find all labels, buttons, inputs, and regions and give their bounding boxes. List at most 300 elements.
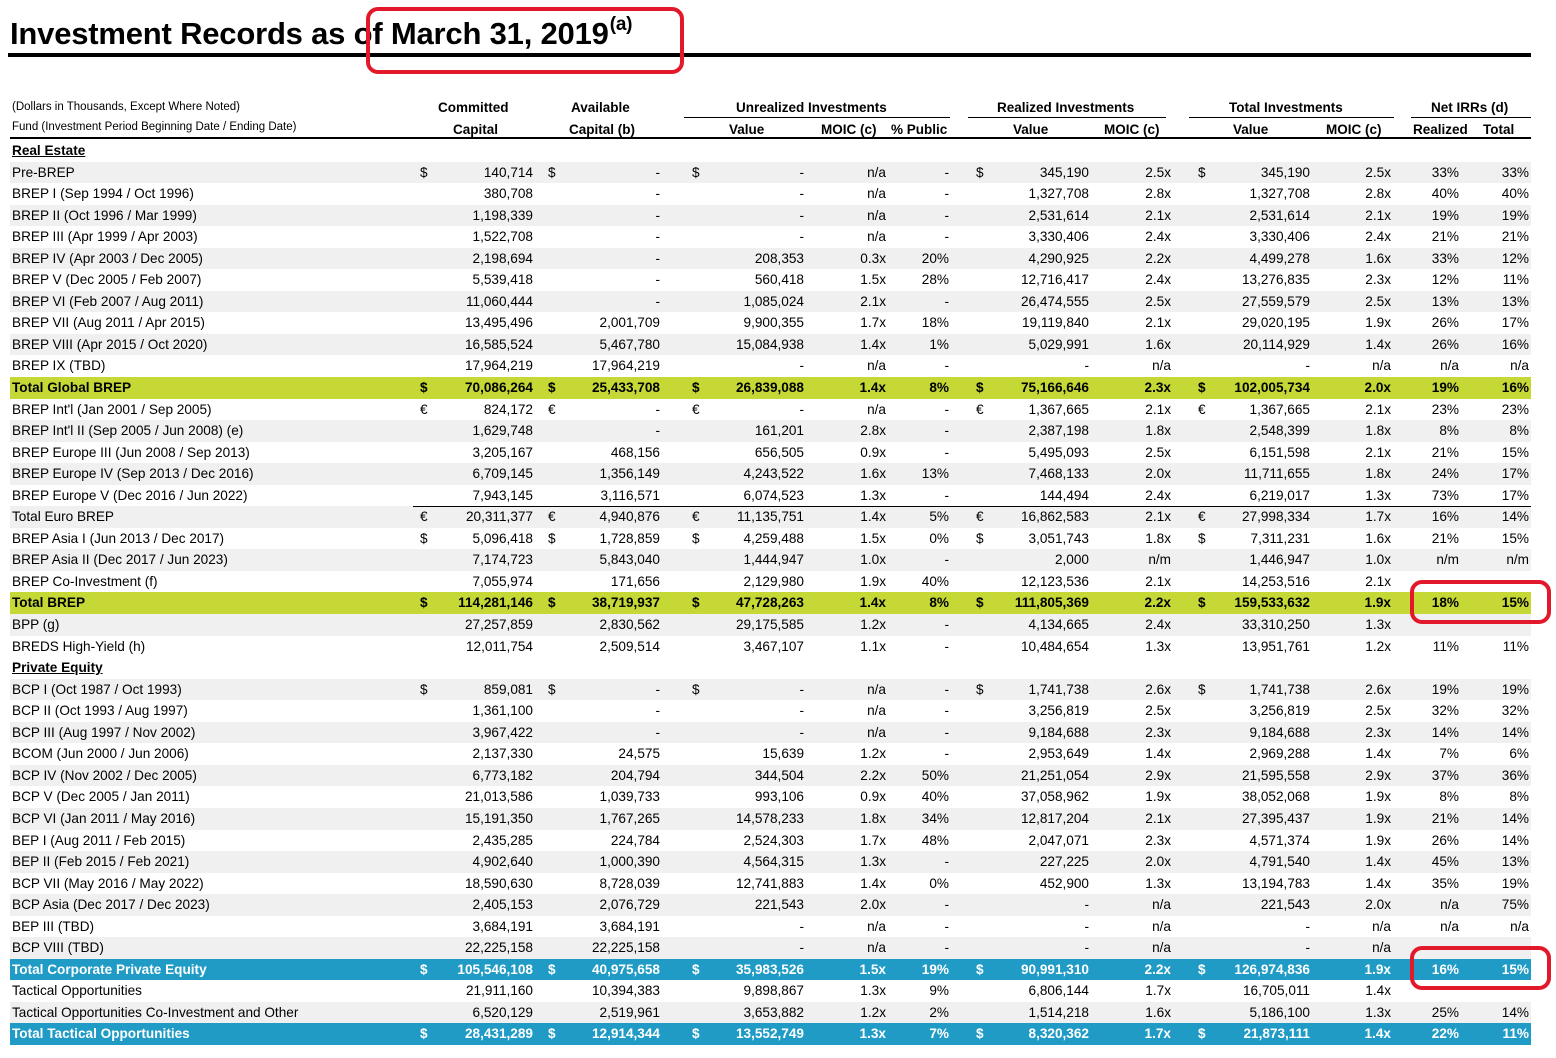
cell-tot-moic: 1.9x [1365,810,1391,826]
cell-irr-real: 32% [1431,703,1459,719]
title-footnote: (a) [609,14,633,35]
cell-tot-moic: 2.3x [1365,724,1391,740]
cell-real-value: 3,330,406 [1028,229,1089,245]
cell-avail: 25,433,708 [591,380,660,396]
cell-irr-tot: 19% [1501,875,1529,891]
cell-pct-public: - [944,681,949,697]
cell-unr-value: 1,444,947 [743,552,804,568]
cell-unr-moic: 1.7x [860,315,886,331]
cell-unr-moic: 1.3x [859,1026,886,1042]
cell-committed: 5,539,418 [472,272,533,288]
cell-tot-moic: 2.6x [1365,681,1391,697]
cell-pct-public: - [944,401,949,417]
table-row [10,700,1531,722]
cell-real-moic: n/a [1152,358,1171,374]
cell-pct-public: 28% [921,272,949,288]
cell-irr-real: 73% [1431,487,1459,503]
cell-committed: 6,520,129 [472,1004,533,1020]
group-realized: Realized Investments [997,100,1135,115]
cell-avail: 1,767,265 [599,810,660,826]
cell-real-value: 12,123,536 [1020,573,1089,589]
row-label: BREP Int'l II (Sep 2005 / Jun 2008) (e) [12,423,244,439]
cell-irr-real: 26% [1431,315,1459,331]
cell-tot-moic: 2.1x [1365,573,1391,589]
cell-pct-public: - [944,940,949,956]
cell-avail: - [655,272,660,288]
cell-tot-moic: 1.6x [1365,530,1391,546]
cell-unr-value: 2,129,980 [743,573,804,589]
row-label: BCP V (Dec 2005 / Jan 2011) [12,789,190,805]
row-label: BEP I (Aug 2011 / Feb 2015) [12,832,186,848]
cell-irr-real: 40% [1431,186,1459,202]
currency-symbol: € [692,401,700,417]
cell-real-moic: 2.2x [1144,595,1171,611]
cell-irr-real: 18% [1431,595,1459,611]
cell-real-moic: 2.6x [1145,681,1171,697]
cell-real-value: 2,953,649 [1028,746,1089,762]
row-label: Private Equity [12,660,103,676]
cell-unr-moic: 1.9x [860,573,886,589]
cell-tot-value: 33,310,250 [1241,617,1310,633]
cell-real-value: 2,531,614 [1028,207,1089,223]
cell-real-moic: 1.8x [1145,423,1171,439]
row-label: BREP Co-Investment (f) [12,573,158,589]
cell-irr-tot: 17% [1501,315,1529,331]
cell-avail: 5,467,780 [599,336,660,352]
cell-avail: - [655,293,660,309]
cell-unr-value: 13,552,749 [735,1026,804,1042]
table-row [10,830,1531,852]
cell-committed: 3,967,422 [472,724,533,740]
table-row [10,248,1531,270]
currency-symbol: $ [1198,530,1206,546]
cell-pct-public: - [944,423,949,439]
row-label: BCP I (Oct 1987 / Oct 1993) [12,681,182,697]
cell-tot-moic: 1.7x [1365,509,1391,525]
cell-irr-real: 8% [1439,789,1459,805]
cell-tot-value: 4,571,374 [1249,832,1310,848]
cell-tot-moic: 1.3x [1365,617,1391,633]
cell-real-value: 26,474,555 [1020,293,1089,309]
cell-real-moic: 1.3x [1145,875,1171,891]
cell-real-moic: 1.6x [1145,336,1171,352]
cell-unr-value: 6,074,523 [743,487,804,503]
cell-unr-moic: 1.3x [860,983,886,999]
table-row [10,980,1531,1002]
cell-real-value: 345,190 [1039,164,1089,180]
cell-irr-tot: 11% [1502,1026,1529,1042]
cell-tot-moic: 2.5x [1365,164,1391,180]
currency-symbol: $ [548,530,556,546]
currency-symbol: $ [692,1026,700,1042]
cell-irr-real: 22% [1431,1026,1459,1042]
cell-tot-value: 1,741,738 [1249,681,1310,697]
cell-real-moic: n/a [1152,940,1171,956]
currency-symbol: $ [1198,380,1206,396]
currency-symbol: $ [548,1026,556,1042]
cell-unr-moic: 1.5x [860,530,886,546]
cell-unr-value: - [799,401,804,417]
cell-unr-value: 9,900,355 [743,315,804,331]
group-unrealized-rule [684,117,950,118]
cell-real-value: 1,367,665 [1028,401,1089,417]
cell-irr-tot: 15% [1501,595,1529,611]
cell-unr-moic: 1.3x [860,854,886,870]
cell-real-moic: 2.1x [1145,207,1171,223]
col-unr-moic: MOIC (c) [821,122,877,137]
cell-real-value: 3,051,743 [1028,530,1089,546]
cell-tot-value: 11,711,655 [1243,466,1310,482]
cell-avail: 10,394,383 [591,983,660,999]
cell-unr-moic: 1.4x [860,336,886,352]
cell-irr-tot: 32% [1501,703,1529,719]
cell-irr-tot: 16% [1501,336,1529,352]
table-row [10,485,1531,507]
table-row [10,269,1531,291]
cell-tot-moic: 2.1x [1365,444,1391,460]
cell-pct-public: - [944,703,949,719]
cell-unr-value: 12,741,883 [735,875,804,891]
cell-irr-real: 21% [1431,530,1459,546]
cell-irr-tot: n/m [1506,552,1529,568]
currency-symbol: € [976,401,984,417]
cell-unr-value: 4,259,488 [743,530,804,546]
cell-real-moic: 2.5x [1145,444,1171,460]
cell-committed: 1,522,708 [472,229,533,245]
cell-real-value: 21,251,054 [1020,767,1089,783]
row-label: Total BREP [12,595,86,611]
cell-real-value: 12,817,204 [1020,810,1089,826]
row-label: BREP Europe III (Jun 2008 / Sep 2013) [12,444,250,460]
group-irr-rule [1411,117,1531,118]
cell-real-moic: 1.4x [1145,746,1171,762]
cell-real-moic: 2.2x [1145,250,1171,266]
cell-avail: - [655,724,660,740]
cell-tot-moic: 2.5x [1365,293,1391,309]
cell-unr-moic: 1.2x [860,617,886,633]
cell-unr-value: 3,653,882 [743,1004,804,1020]
cell-real-value: 111,805,369 [1014,595,1089,611]
cell-pct-public: 18% [921,315,949,331]
cell-irr-real: n/a [1440,358,1459,374]
cell-committed: 2,435,285 [472,832,533,848]
cell-committed: 1,198,339 [472,207,533,223]
cell-avail: 224,784 [610,832,660,848]
cell-unr-moic: n/a [867,186,886,202]
cell-pct-public: - [944,897,949,913]
cell-real-value: 4,290,925 [1028,250,1089,266]
cell-unr-moic: n/a [867,207,886,223]
currency-symbol: $ [976,961,984,977]
cell-irr-tot: 13% [1501,854,1529,870]
cell-real-moic: 2.4x [1145,617,1171,633]
group-unrealized: Unrealized Investments [736,100,887,115]
group-irr: Net IRRs (d) [1431,100,1509,115]
cell-avail: 1,000,390 [599,854,660,870]
cell-committed: 28,431,289 [464,1026,533,1042]
cell-real-value: 37,058,962 [1020,789,1089,805]
cell-committed: 7,174,723 [472,552,533,568]
title-rule [8,53,1531,57]
table-row [10,592,1531,614]
currency-symbol: $ [548,961,556,977]
cell-pct-public: 34% [921,810,949,826]
currency-symbol: € [420,401,428,417]
cell-real-moic: 2.9x [1145,767,1171,783]
currency-symbol: $ [548,681,556,697]
cell-real-moic: 2.3x [1144,380,1171,396]
cell-irr-tot: 40% [1501,186,1529,202]
cell-irr-real: 25% [1431,1004,1459,1020]
currency-symbol: $ [1198,164,1206,180]
table-row [10,549,1531,571]
currency-symbol: $ [420,681,428,697]
cell-avail: 1,356,149 [599,466,660,482]
section-header [10,140,1531,162]
cell-real-moic: 1.8x [1145,530,1171,546]
cell-tot-moic: 2.1x [1365,207,1391,223]
table-row [10,205,1531,227]
cell-unr-value: 1,085,024 [743,293,804,309]
cell-tot-moic: 2.1x [1365,401,1391,417]
cell-unr-value: - [799,940,804,956]
cell-unr-moic: n/a [867,164,886,180]
cell-committed: 2,405,153 [472,897,533,913]
cell-unr-value: 560,418 [754,272,804,288]
currency-symbol: $ [420,595,428,611]
cell-irr-real: 19% [1431,380,1459,396]
cell-real-moic: 1.7x [1144,1026,1171,1042]
currency-symbol: $ [692,380,700,396]
cell-tot-value: 345,190 [1260,164,1310,180]
cell-pct-public: - [944,207,949,223]
cell-real-value: 7,468,133 [1028,466,1089,482]
cell-pct-public: - [944,229,949,245]
cell-tot-value: 21,873,111 [1243,1026,1310,1042]
cell-tot-moic: 1.8x [1365,466,1391,482]
col-real-value: Value [1013,122,1049,137]
cell-tot-moic: 2.3x [1365,272,1391,288]
cell-real-value: 9,184,688 [1028,724,1089,740]
currency-symbol: $ [692,164,700,180]
col-real-moic: MOIC (c) [1104,122,1160,137]
table-row [10,894,1531,916]
cell-irr-real: 45% [1431,854,1459,870]
col-available-2: Capital (b) [569,122,635,137]
cell-committed: 6,773,182 [472,767,533,783]
cell-real-moic: 2.1x [1145,573,1171,589]
cell-irr-real: 21% [1431,229,1459,245]
cell-tot-value: 1,367,665 [1249,401,1310,417]
cell-committed: 17,964,219 [464,358,533,374]
cell-irr-real: 35% [1431,875,1459,891]
cell-unr-moic: n/a [867,724,886,740]
table-row [10,334,1531,356]
cell-irr-real: 33% [1431,164,1459,180]
cell-tot-moic: 1.9x [1364,961,1391,977]
cell-irr-real: 13% [1431,293,1459,309]
cell-real-value: - [1084,940,1089,956]
currency-symbol: € [548,401,556,417]
cell-committed: 4,902,640 [472,854,533,870]
cell-irr-real: 37% [1431,767,1459,783]
col-pct-public: % Public [891,122,948,137]
cell-committed: 11,060,444 [465,293,533,309]
cell-irr-tot: 8% [1509,423,1529,439]
cell-irr-real: 16% [1431,509,1459,525]
cell-tot-value: 126,974,836 [1234,961,1310,977]
cell-avail: - [655,207,660,223]
col-tot-value: Value [1233,122,1269,137]
cell-unr-value: 47,728,263 [735,595,804,611]
cell-unr-value: 344,504 [754,767,804,783]
cell-real-moic: n/m [1148,552,1171,568]
cell-irr-tot: 19% [1501,681,1529,697]
cell-irr-real: 26% [1431,336,1459,352]
cell-tot-moic: 2.0x [1364,380,1391,396]
cell-tot-value: 27,395,437 [1241,810,1310,826]
cell-avail: 22,225,158 [591,940,660,956]
cell-tot-moic: 2.9x [1365,767,1391,783]
currency-symbol: $ [692,681,700,697]
fund-note: Fund (Investment Period Beginning Date / Ending Date) [12,121,297,133]
cell-unr-value: 161,201 [754,423,804,439]
cell-real-value: 16,862,583 [1020,509,1089,525]
investment-table-body [10,140,1531,1045]
cell-committed: 15,191,350 [464,810,533,826]
cell-irr-tot: 15% [1501,444,1529,460]
cell-committed: 2,198,694 [472,250,533,266]
cell-unr-value: 29,175,585 [735,617,804,633]
cell-unr-value: - [799,229,804,245]
row-label: Tactical Opportunities [12,983,142,999]
currency-symbol: $ [420,380,428,396]
table-row [10,528,1531,550]
cell-real-value: 5,495,093 [1028,444,1089,460]
row-label: BREP Europe V (Dec 2016 / Jun 2022) [12,487,248,503]
cell-unr-value: 9,898,867 [743,983,804,999]
cell-committed: 70,086,264 [464,380,533,396]
cell-tot-value: 13,951,761 [1241,638,1310,654]
table-row [10,355,1531,377]
cell-tot-value: 29,020,195 [1241,315,1310,331]
cell-irr-tot: 17% [1501,466,1529,482]
cell-unr-moic: 1.6x [860,466,886,482]
cell-pct-public: - [944,724,949,740]
section-header [10,657,1531,679]
cell-real-value: 144,494 [1039,487,1089,503]
row-label: Real Estate [12,143,86,158]
cell-unr-value: - [799,207,804,223]
cell-unr-value: 993,106 [754,789,804,805]
cell-tot-value: - [1305,358,1310,374]
cell-pct-public: - [944,293,949,309]
cell-unr-moic: 1.5x [860,272,886,288]
cell-tot-value: 6,219,017 [1249,487,1310,503]
cell-tot-moic: 2.0x [1365,897,1391,913]
cell-real-value: 3,256,819 [1028,703,1089,719]
currency-symbol: € [1198,401,1206,417]
col-available-1: Available [571,100,630,115]
row-label: Total Global BREP [12,380,132,396]
col-unr-value: Value [729,122,765,137]
row-label: Pre-BREP [12,164,75,180]
cell-tot-moic: 1.4x [1365,336,1391,352]
cell-pct-public: 20% [921,250,949,266]
currency-symbol: $ [1198,595,1206,611]
cell-real-value: 75,166,646 [1020,380,1089,396]
cell-tot-moic: 2.8x [1365,186,1391,202]
cell-tot-value: 16,705,011 [1242,983,1310,999]
cell-real-moic: 2.3x [1145,724,1171,740]
cell-pct-public: 50% [921,767,949,783]
cell-committed: 21,013,586 [464,789,533,805]
cell-avail: - [655,703,660,719]
cell-irr-real: 23% [1431,401,1459,417]
cell-tot-value: 159,533,632 [1234,595,1310,611]
row-label: Total Tactical Opportunities [12,1026,190,1042]
cell-committed: 824,172 [483,401,533,417]
cell-real-moic: 2.4x [1145,229,1171,245]
cell-real-moic: n/a [1152,897,1171,913]
cell-real-value: 1,327,708 [1028,186,1089,202]
cell-irr-tot: 8% [1509,789,1529,805]
currency-symbol: € [1198,509,1206,525]
col-committed-2: Capital [453,122,499,137]
table-row [10,851,1531,873]
row-label: BREP Asia II (Dec 2017 / Jun 2023) [12,552,228,568]
cell-tot-value: 27,559,579 [1241,293,1310,309]
cell-tot-moic: 1.0x [1365,552,1391,568]
currency-symbol: $ [976,595,984,611]
row-label: BREP III (Apr 1999 / Apr 2003) [12,229,198,245]
cell-irr-tot: n/a [1510,358,1529,374]
row-label: BREP Europe IV (Sep 2013 / Dec 2016) [12,466,254,482]
cell-tot-moic: 1.2x [1365,638,1391,654]
table-row [10,916,1531,938]
table-row [10,442,1531,464]
cell-unr-value: 14,578,233 [735,810,804,826]
cell-tot-value: 20,114,929 [1242,336,1310,352]
cell-tot-value: 1,327,708 [1249,186,1310,202]
table-row [10,765,1531,787]
cell-real-moic: 2.1x [1145,509,1171,525]
cell-unr-moic: 2.8x [860,423,886,439]
cell-tot-value: 38,052,068 [1241,789,1310,805]
cell-irr-real: 19% [1431,207,1459,223]
cell-tot-moic: 1.4x [1364,1026,1391,1042]
row-label: Total Euro BREP [12,509,114,525]
cell-tot-value: 1,446,947 [1249,552,1310,568]
currency-symbol: € [548,509,556,525]
table-row [10,679,1531,701]
currency-symbol: $ [976,380,984,396]
cell-unr-moic: n/a [867,918,886,934]
cell-committed: 380,708 [483,186,533,202]
cell-tot-value: 4,499,278 [1249,250,1310,266]
cell-unr-moic: 1.4x [859,595,886,611]
cell-tot-value: 13,276,835 [1241,272,1310,288]
cell-unr-value: 11,135,751 [736,509,804,525]
cell-pct-public: 19% [921,961,949,977]
cell-irr-tot: 36% [1501,767,1529,783]
cell-unr-moic: 1.2x [860,746,886,762]
currency-symbol: $ [420,961,428,977]
cell-unr-value: - [799,681,804,697]
cell-pct-public: - [944,918,949,934]
cell-avail: - [655,401,660,417]
row-label: BCP IV (Nov 2002 / Dec 2005) [12,767,197,783]
